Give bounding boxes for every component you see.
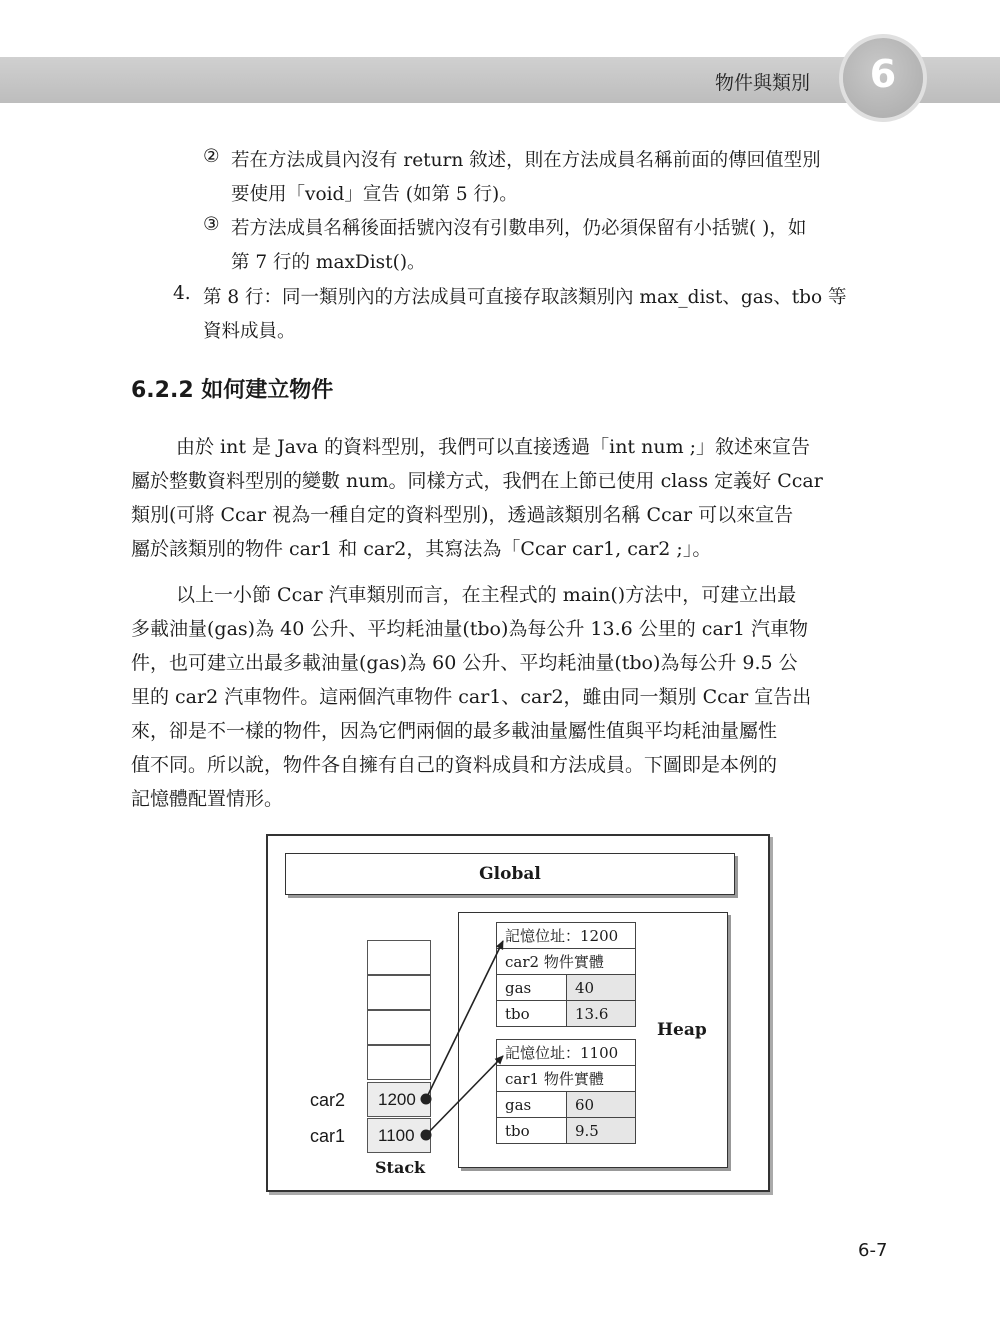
note-text: 要使用「void」宣告 (如第 5 行)。 xyxy=(231,184,518,205)
global-label: Global xyxy=(479,864,541,884)
field-value: 9.5 xyxy=(567,1118,636,1144)
paragraph-line: 記憶體配置情形。 xyxy=(131,788,284,810)
arrow-car1-to-1100 xyxy=(426,1056,503,1135)
object-title: car2 物件實體 xyxy=(497,949,636,975)
field-value: 60 xyxy=(567,1092,636,1118)
paragraph-line: 里的 car2 汽車物件。這兩個汽車物件 car1、car2，雖由同一類別 Ccar 宣告出 xyxy=(131,686,812,708)
paragraph-line: 以上一小節 Ccar 汽車類別而言，在主程式的 main()方法中，可建立出最 xyxy=(176,584,797,606)
note-text: 若在方法成員內沒有 return 敘述，則在方法成員名稱前面的傳回值型別 xyxy=(231,150,821,171)
arrow-car2-to-1200 xyxy=(426,941,503,1099)
field-key: gas xyxy=(497,975,567,1001)
note-text: 若方法成員名稱後面括號內沒有引數串列，仍必須保留有小括號( )，如 xyxy=(231,218,807,239)
heap-label: Heap xyxy=(657,1020,707,1040)
object-address: 記憶位址：1100 xyxy=(497,1040,636,1066)
note-text: 第 7 行的 maxDist()。 xyxy=(231,252,426,273)
stack-var-car1: car1 xyxy=(310,1126,346,1146)
note-text: 資料成員。 xyxy=(203,321,296,342)
paragraph-line: 屬於該類別的物件 car1 和 car2，其寫法為「Ccar car1, car2 ;」。 xyxy=(131,538,712,560)
note-marker: ② xyxy=(203,146,220,167)
paragraph-line: 值不同。所以說，物件各自擁有自己的資料成員和方法成員。下圖即是本例的 xyxy=(131,754,778,776)
field-key: tbo xyxy=(497,1118,567,1144)
paragraph-line: 類別(可將 Ccar 視為一種自定的資料型別)，透過該類別名稱 Ccar 可以來宣告 xyxy=(131,504,794,526)
page-number: 6-7 xyxy=(858,1240,888,1261)
note-marker: ③ xyxy=(203,214,220,235)
field-key: tbo xyxy=(497,1001,567,1027)
chapter-title: 物件與類別 xyxy=(714,72,810,94)
stack-cell-car1: 1100 xyxy=(367,1118,431,1153)
note-text: 第 8 行：同一類別內的方法成員可直接存取該類別內 max_dist、gas、tbo 等 xyxy=(203,287,847,308)
paragraph-line: 件，也可建立出最多載油量(gas)為 60 公升、平均耗油量(tbo)為每公升 9.5 公 xyxy=(131,652,798,674)
object-title: car1 物件實體 xyxy=(497,1066,636,1092)
stack-cell-car2: 1200 xyxy=(367,1082,431,1117)
paragraph-line: 屬於整數資料型別的變數 num。同樣方式，我們在上節已使用 class 定義好 Ccar xyxy=(131,470,823,492)
object-address: 記憶位址：1200 xyxy=(497,923,636,949)
paragraph-line: 多載油量(gas)為 40 公升、平均耗油量(tbo)為每公升 13.6 公里的 car1 汽車物 xyxy=(131,618,808,640)
stack-var-car2: car2 xyxy=(310,1090,346,1110)
field-value: 40 xyxy=(567,975,636,1001)
paragraph-line: 由於 int 是 Java 的資料型別，我們可以直接透過「int num ;」敘述來宣告 xyxy=(176,436,811,458)
field-value: 13.6 xyxy=(567,1001,636,1027)
chapter-number: 6 xyxy=(869,52,897,96)
paragraph-line: 來，卻是不一樣的物件，因為它們兩個的最多載油量屬性值與平均耗油量屬性 xyxy=(131,720,778,742)
section-heading: 6.2.2 如何建立物件 xyxy=(131,378,334,403)
note-marker: 4. xyxy=(173,283,191,304)
field-key: gas xyxy=(497,1092,567,1118)
stack-label: Stack xyxy=(375,1158,426,1177)
